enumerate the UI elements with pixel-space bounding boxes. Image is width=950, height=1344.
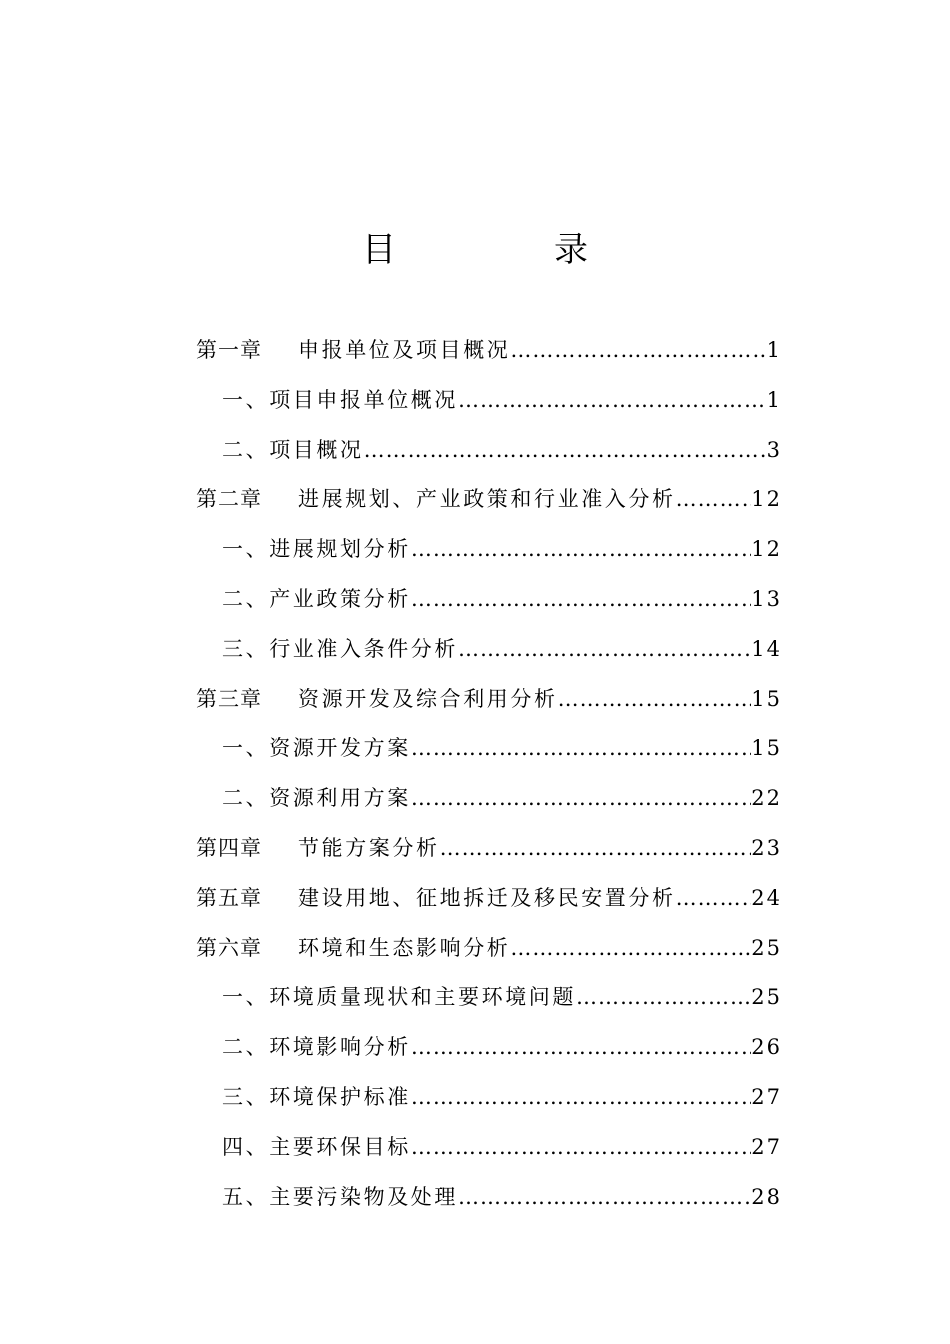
toc-entry-text: 二、环境影响分析 <box>222 1035 411 1060</box>
toc-page-number: 25 <box>751 935 782 960</box>
toc-entry-label <box>196 475 676 525</box>
toc-dot-leader <box>364 426 767 476</box>
toc-section-entry[interactable] <box>196 625 782 675</box>
toc-dot-leader <box>411 774 751 824</box>
toc-entry-label <box>222 1073 411 1123</box>
toc-page-number: 14 <box>751 636 782 661</box>
toc-dot-leader <box>458 625 751 675</box>
toc-chapter-entry[interactable] <box>196 326 782 376</box>
toc-page-number: 1 <box>766 338 782 362</box>
toc-entry-label <box>222 426 364 476</box>
toc-entry-text: 三、行业准入条件分析 <box>222 636 458 661</box>
toc-entry-label <box>196 326 510 376</box>
toc-chapter-number: 第五章 <box>196 885 262 910</box>
toc-page-number: 26 <box>751 1035 782 1060</box>
toc-chapter-entry[interactable] <box>196 475 782 525</box>
toc-page-number: 22 <box>751 786 782 811</box>
toc-page-number: 13 <box>751 586 782 611</box>
toc-section-entry[interactable] <box>196 724 782 774</box>
toc-dot-leader <box>411 525 751 575</box>
toc-dot-leader <box>411 724 751 774</box>
toc-entry-text: 建设用地、征地拆迁及移民安置分析 <box>298 885 676 910</box>
toc-entry-label <box>222 1173 458 1223</box>
toc-section-entry[interactable] <box>196 1073 782 1123</box>
toc-entry-text: 三、环境保护标准 <box>222 1084 411 1109</box>
toc-section-entry[interactable] <box>196 575 782 625</box>
toc-entry-label <box>196 874 676 924</box>
toc-entry-label <box>222 625 458 675</box>
toc-entry-text: 四、主要环保目标 <box>222 1134 411 1159</box>
toc-entry-label <box>222 1023 411 1073</box>
toc-entry-text: 进展规划、产业政策和行业准入分析 <box>298 487 676 512</box>
toc-list <box>196 326 782 1222</box>
toc-entry-text: 二、资源利用方案 <box>222 786 411 811</box>
toc-page-number: 1 <box>766 387 782 412</box>
toc-page-number: 24 <box>751 885 782 910</box>
toc-entry-label <box>222 1123 411 1173</box>
toc-dot-leader <box>411 1123 751 1173</box>
toc-entry-label <box>222 973 576 1023</box>
toc-section-entry[interactable] <box>196 426 782 476</box>
toc-dot-leader <box>440 824 752 874</box>
toc-section-entry[interactable] <box>196 1123 782 1173</box>
toc-page-number: 15 <box>751 686 782 711</box>
toc-dot-leader <box>510 924 751 974</box>
toc-section-entry[interactable] <box>196 774 782 824</box>
toc-entry-text: 资源开发及综合利用分析 <box>298 686 558 711</box>
toc-dot-leader <box>411 1023 751 1073</box>
toc-entry-label <box>222 376 458 426</box>
toc-page-number: 27 <box>751 1134 782 1159</box>
toc-entry-label <box>196 675 558 725</box>
toc-page-number: 23 <box>751 835 782 860</box>
toc-entry-text: 一、项目申报单位概况 <box>222 387 458 412</box>
toc-dot-leader <box>458 1173 751 1223</box>
toc-title: 目 录 <box>362 230 650 270</box>
toc-dot-leader <box>558 675 752 725</box>
toc-dot-leader <box>510 326 766 376</box>
toc-dot-leader <box>411 1073 751 1123</box>
toc-entry-label <box>222 724 411 774</box>
toc-section-entry[interactable] <box>196 376 782 426</box>
toc-chapter-entry[interactable] <box>196 924 782 974</box>
toc-section-entry[interactable] <box>196 525 782 575</box>
toc-entry-label <box>222 575 411 625</box>
toc-page-number: 25 <box>751 985 782 1010</box>
toc-entry-text: 环境和生态影响分析 <box>298 935 511 960</box>
toc-entry-text: 一、资源开发方案 <box>222 736 411 761</box>
toc-entry-text: 申报单位及项目概况 <box>298 338 511 362</box>
toc-section-entry[interactable] <box>196 1173 782 1223</box>
toc-page-number: 12 <box>751 487 782 512</box>
toc-entry-label <box>222 774 411 824</box>
toc-dot-leader <box>411 575 751 625</box>
toc-chapter-number: 第四章 <box>196 835 262 860</box>
toc-dot-leader <box>458 376 767 426</box>
toc-entry-label <box>196 924 510 974</box>
toc-chapter-number: 第三章 <box>196 686 262 711</box>
toc-page-number: 3 <box>766 437 782 462</box>
toc-dot-leader <box>676 475 752 525</box>
toc-section-entry[interactable] <box>196 973 782 1023</box>
toc-chapter-number: 第六章 <box>196 935 262 960</box>
toc-entry-text: 二、产业政策分析 <box>222 586 411 611</box>
toc-entry-text: 五、主要污染物及处理 <box>222 1184 458 1209</box>
toc-chapter-entry[interactable] <box>196 874 782 924</box>
toc-page-number: 27 <box>751 1084 782 1109</box>
toc-page-number: 12 <box>751 537 782 562</box>
toc-chapter-entry[interactable] <box>196 675 782 725</box>
toc-entry-label <box>222 525 411 575</box>
toc-entry-label <box>196 824 440 874</box>
toc-chapter-number: 第二章 <box>196 487 262 512</box>
toc-entry-text: 节能方案分析 <box>298 835 440 860</box>
toc-page-number: 15 <box>751 736 782 761</box>
toc-section-entry[interactable] <box>196 1023 782 1073</box>
toc-dot-leader <box>676 874 752 924</box>
toc-page-number: 28 <box>751 1184 782 1209</box>
toc-dot-leader <box>576 973 751 1023</box>
toc-entry-text: 一、进展规划分析 <box>222 537 411 562</box>
toc-chapter-entry[interactable] <box>196 824 782 874</box>
toc-entry-text: 一、环境质量现状和主要环境问题 <box>222 985 576 1010</box>
toc-entry-text: 二、项目概况 <box>222 437 364 462</box>
toc-chapter-number: 第一章 <box>196 338 262 362</box>
